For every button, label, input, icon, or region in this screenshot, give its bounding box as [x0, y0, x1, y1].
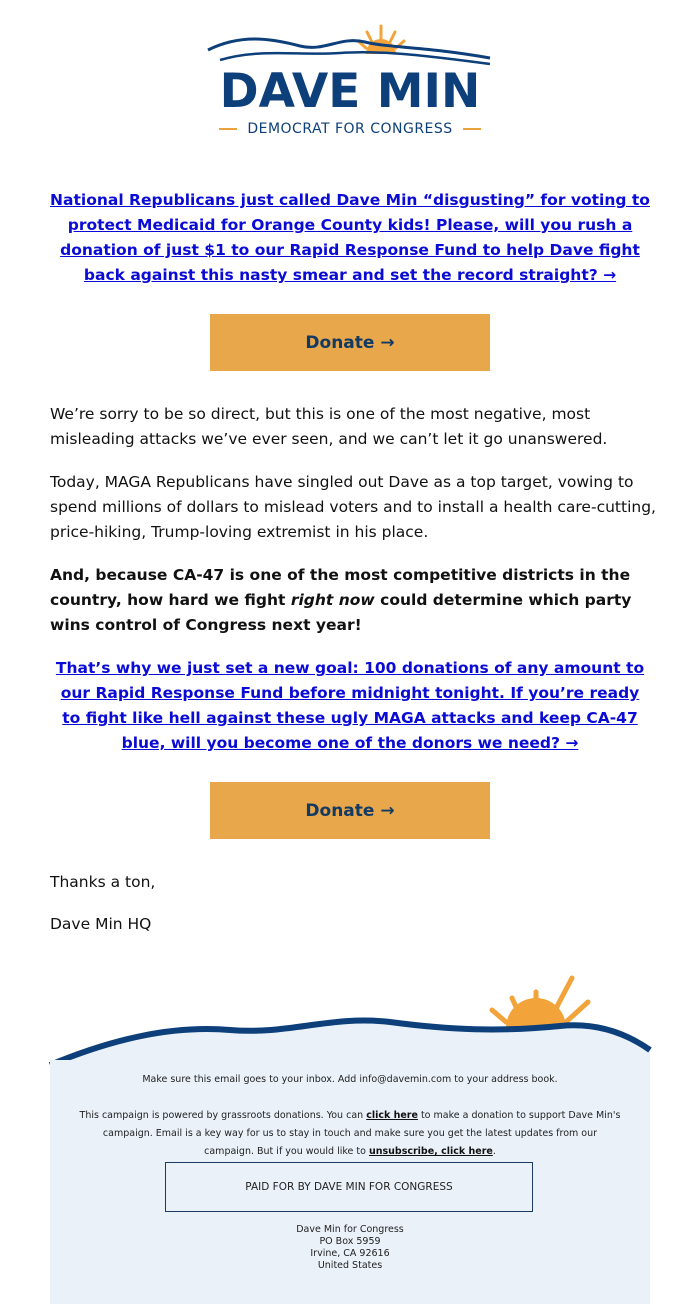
logo-tagline — [0, 120, 700, 138]
address-line-1: Dave Min for Congress — [296, 1224, 404, 1235]
footer-click-here-link[interactable]: click here — [366, 1110, 418, 1121]
paragraph-3-before: And, because CA-47 is one of the most competitive districts in the country, how hard we fight — [50, 566, 631, 609]
paragraph-2: Today, MAGA Republicans have singled out Dave as a top target, vowing to spend millions of dollars to mislead voters and to install a health care-cutting, price-hiking, Trump-loving extremist in his place. — [50, 473, 656, 541]
footer-grassroots-middle: to make a donation to support Dave Min's campaign. Email is a key way for us to stay in touch and make sure you get the latest updates from our campaign. But if you would like to — [102, 1110, 621, 1157]
goal-donate-link[interactable]: That’s why we just set a new goal: 100 donations of any amount to our Rapid Response Fund before midnight tonight. If you’re ready to fight like hell against these ugly MAGA attacks and keep CA-47 blue, will you become one of the donors we need? → — [55, 659, 645, 752]
donate-button-2[interactable]: Donate → — [210, 782, 490, 839]
address-line-2: PO Box 5959 — [319, 1236, 381, 1247]
paid-for-text: PAID FOR BY DAVE MIN FOR CONGRESS — [245, 1181, 453, 1193]
tagline-dash-left — [219, 128, 237, 130]
footer-grassroots-end: . — [492, 1146, 496, 1157]
paragraph-3-after: could determine which party wins control of Congress next year! — [50, 591, 632, 634]
footer-unsubscribe-link[interactable]: unsubscribe, click here — [368, 1146, 493, 1157]
header-logo — [0, 0, 700, 150]
donate-button-1[interactable]: Donate → — [210, 314, 490, 371]
footer-grassroots-note — [78, 1107, 622, 1161]
footer-address — [0, 1224, 700, 1272]
address-line-3: Irvine, CA 92616 — [310, 1248, 390, 1259]
paragraph-1: We’re sorry to be so direct, but this is one of the most negative, most misleading attacks we’ve ever seen, and we can’t let it go unanswered. — [50, 405, 608, 448]
signature: Dave Min HQ — [50, 915, 152, 933]
signoff: Thanks a ton, — [50, 873, 156, 891]
footer-wave-sun-icon — [0, 970, 700, 1070]
address-line-4: United States — [317, 1260, 383, 1271]
paragraph-3-emphasis: right now — [290, 591, 375, 609]
footer-inbox-note: Make sure this email goes to your inbox. Add info@davemin.com to your address book. — [142, 1074, 558, 1085]
tagline-dash-right — [463, 128, 481, 130]
paid-for-disclaimer — [165, 1162, 533, 1212]
intro-donate-link[interactable]: National Republicans just called Dave Min “disgusting” for voting to protect Medicaid for Orange County kids! Please, will you rush a donation of just $1 to our Rapid Response Fund to help Dave fight back against this nasty smear and set the record straight? → — [50, 191, 650, 284]
logo-name: DAVE MIN — [219, 64, 481, 119]
tagline-text: DEMOCRAT FOR CONGRESS — [247, 121, 453, 137]
footer-grassroots-before: This campaign is powered by grassroots donations. You can — [79, 1110, 367, 1121]
paragraph-3 — [50, 563, 660, 638]
